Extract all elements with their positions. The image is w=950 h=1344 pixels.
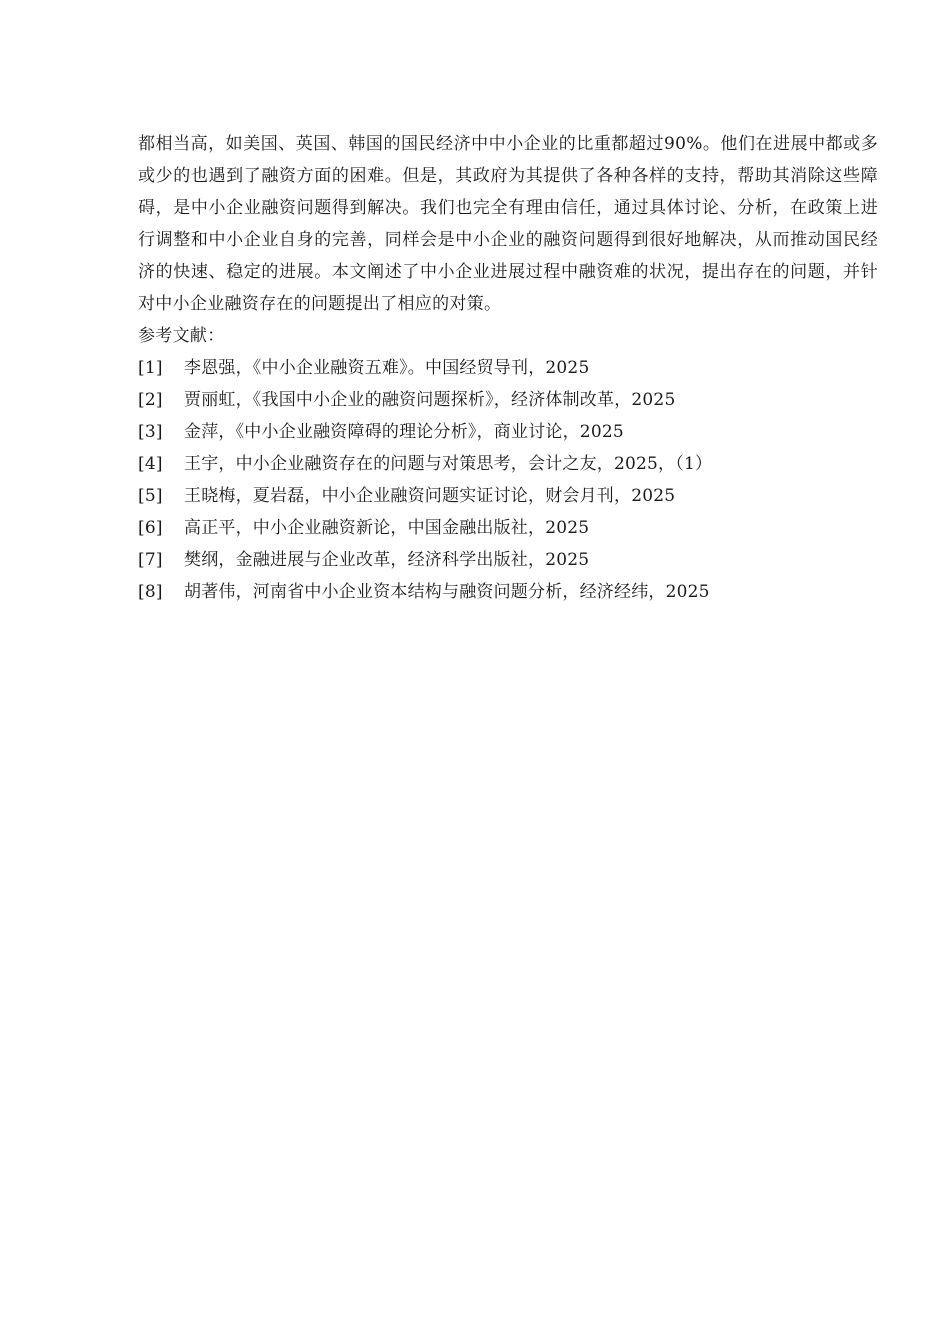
reference-number: [7] bbox=[138, 550, 163, 570]
reference-text: 贾丽虹，《我国中小企业的融资问题探析》，经济体制改革，2025 bbox=[184, 390, 676, 410]
reference-number: [5] bbox=[138, 486, 163, 506]
reference-text: 李恩强，《中小企业融资五难》。中国经贸导刊，2025 bbox=[184, 358, 590, 378]
reference-number: [2] bbox=[138, 390, 163, 410]
reference-item bbox=[138, 544, 878, 576]
reference-text: 胡著伟，河南省中小企业资本结构与融资问题分析，经济经纬，2025 bbox=[184, 582, 710, 602]
references-list bbox=[138, 352, 878, 608]
reference-text: 王宇，中小企业融资存在的问题与对策思考，会计之友，2025，（1） bbox=[184, 454, 713, 474]
reference-item bbox=[138, 352, 878, 384]
reference-item bbox=[138, 448, 878, 480]
reference-text: 樊纲，金融进展与企业改革，经济科学出版社，2025 bbox=[184, 550, 590, 570]
reference-item bbox=[138, 576, 878, 608]
reference-number: [3] bbox=[138, 422, 163, 442]
reference-text: 金萍，《中小企业融资障碍的理论分析》，商业讨论，2025 bbox=[184, 422, 624, 442]
reference-number: [4] bbox=[138, 454, 163, 474]
reference-number: [1] bbox=[138, 358, 163, 378]
reference-item bbox=[138, 480, 878, 512]
reference-number: [8] bbox=[138, 582, 163, 602]
page-content bbox=[138, 128, 878, 608]
reference-text: 王晓梅，夏岩磊，中小企业融资问题实证讨论，财会月刊，2025 bbox=[184, 486, 676, 506]
reference-number: [6] bbox=[138, 518, 163, 538]
reference-text: 高正平，中小企业融资新论，中国金融出版社，2025 bbox=[184, 518, 590, 538]
references-heading: 参考文献： bbox=[138, 326, 225, 346]
reference-item bbox=[138, 416, 878, 448]
body-paragraph: 都相当高，如美国、英国、韩国的国民经济中中小企业的比重都超过90%。他们在进展中都或多或少的也遇到了融资方面的困难。但是，其政府为其提供了各种各样的支持，帮助其消除这些障碍，是中小企业融资问题得到解决。我们也完全有理由信任，通过具体讨论、分析，在政策上进行调整和中小企业自身的完善，同样会是中小企业的融资问题得到很好地解决，从而推动国民经济的快速、稳定的进展。本文阐述了中小企业进展过程中融资难的状况，提出存在的问题，并针对中小企业融资存在的问题提出了相应的对策。 bbox=[138, 134, 878, 314]
reference-item bbox=[138, 384, 878, 416]
reference-item bbox=[138, 512, 878, 544]
